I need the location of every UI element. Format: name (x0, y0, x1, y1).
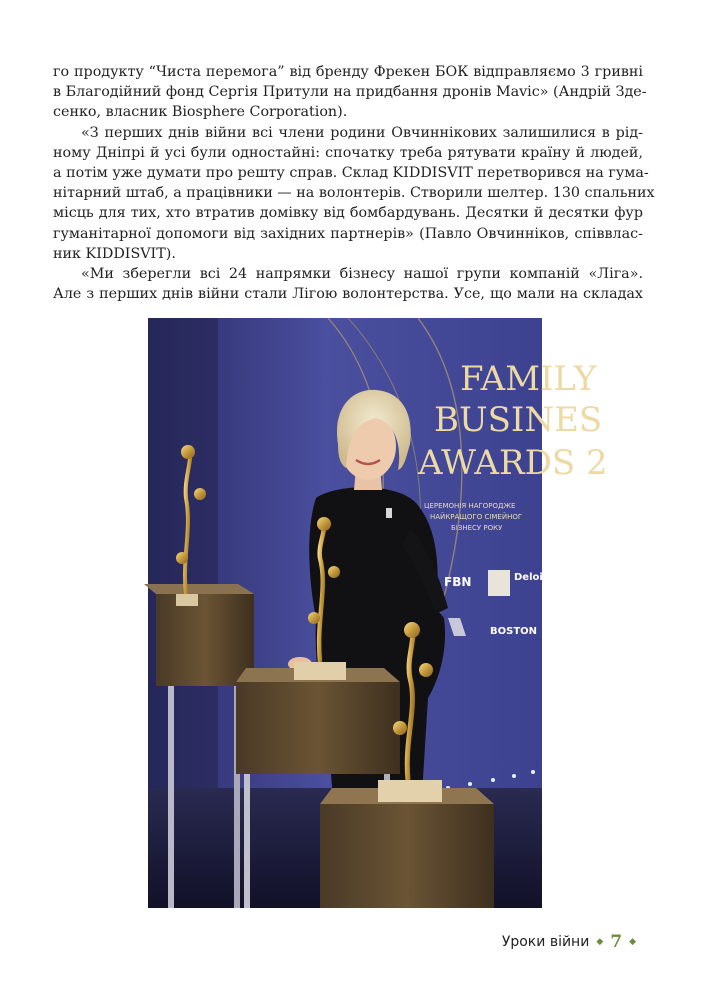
body-text (53, 62, 655, 304)
backdrop-title-1: FAMILY (460, 359, 597, 399)
text-line: сенко, власник Biosphere Corporation). (53, 104, 348, 121)
text-line: ному Дніпрі й усі були одностайні: спочатку треба рятувати країну й людей, (53, 144, 643, 161)
logo-fbn: FBN (444, 575, 472, 589)
page-number: 7 (610, 932, 623, 952)
backdrop-sub-2: НАЙКРАЩОГО СІМЕЙНОГ (430, 513, 523, 521)
backdrop-sub-3: БІЗНЕСУ РОКУ (451, 524, 503, 532)
backdrop-title-2: BUSINES (434, 400, 603, 440)
text-line: го продукту “Чиста перемога” від бренду Фрекен БОК відправляємо 3 гривні (53, 64, 643, 80)
paragraph-3 (53, 264, 643, 304)
text-line: гуманітарної допомоги від західних партнерів» (Павло Овчинніков, співвлас- (53, 225, 643, 242)
text-line: а потім уже думати про решту справ. Склад KIDDISVIT перетворився на гума- (53, 165, 649, 182)
text-line: в Благодійний фонд Сергія Притули на придбання дронів Mavic» (Андрій Зде- (53, 84, 647, 101)
logo-deloitte: Deloi (514, 572, 543, 583)
text-line: ник KIDDISVIT). (53, 245, 176, 262)
paragraph-1 (53, 62, 647, 123)
event-photo (148, 318, 608, 908)
logo-boston: BOSTON (490, 626, 538, 637)
text-line: місць для тих, хто втратив домівку від бомбардувань. Десятки й десятки фур (53, 205, 643, 222)
backdrop-sub-1: ЦЕРЕМОНІЯ НАГОРОДЖЕ (424, 502, 516, 510)
footer-section-title: Уроки війни (501, 934, 590, 950)
text-line: «Ми зберегли всі 24 напрямки бізнесу нашої групи компаній «Ліга». (81, 266, 643, 283)
text-line: Але з перших днів війни стали Лігою волонтерства. Усе, що мали на складах (53, 286, 643, 303)
text-line: «З перших днів війни всі члени родини Овчиннікових залишилися в рід- (81, 124, 643, 141)
text-line: нітарний штаб, а працівники — на волонтерів. Створили шелтер. 130 спальних (53, 185, 655, 202)
backdrop-title-3: AWARDS 2 (418, 443, 608, 483)
diamond-icon: ◆ (629, 937, 636, 947)
diamond-icon: ◆ (596, 937, 604, 947)
page-footer (502, 932, 636, 952)
paragraph-2 (53, 123, 655, 264)
